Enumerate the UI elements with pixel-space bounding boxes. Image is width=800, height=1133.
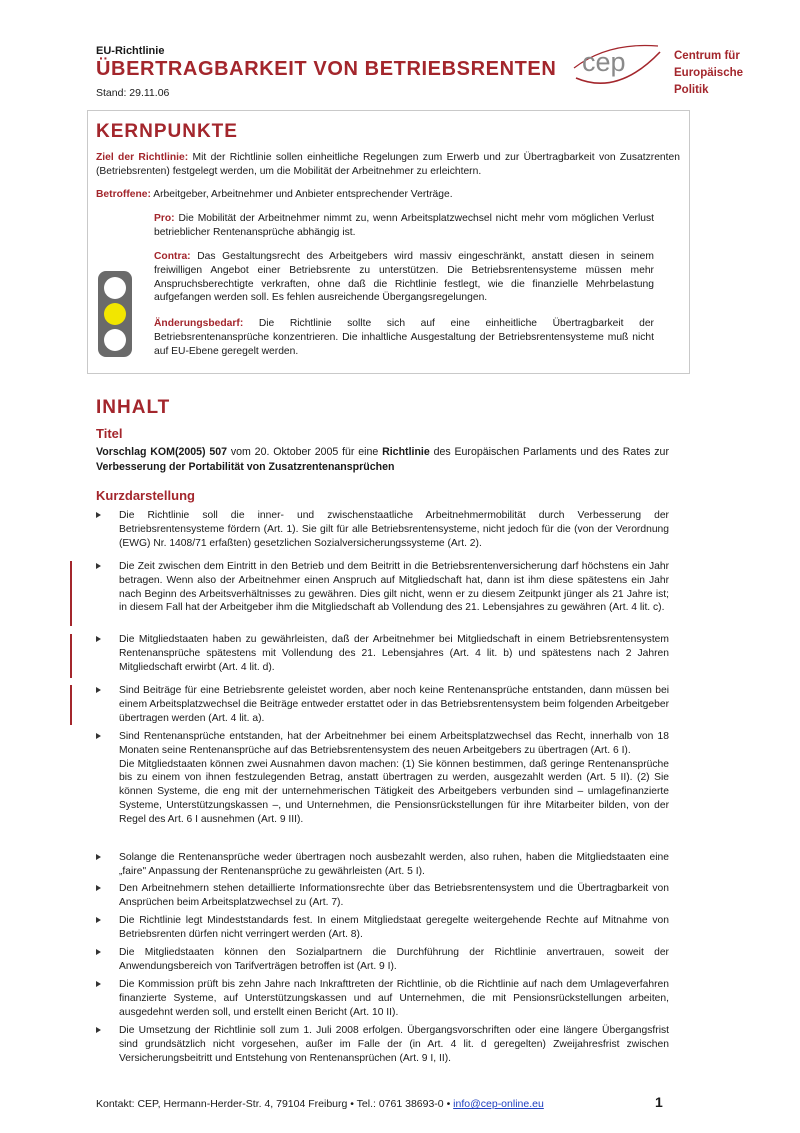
betroffene-paragraph <box>96 188 680 202</box>
logo-text: cep <box>582 47 626 77</box>
list-item <box>96 946 669 974</box>
pro-label: Pro: <box>154 213 175 224</box>
contact-text: Kontakt: CEP, Hermann-Herder-Str. 4, 79104 Freiburg • Tel.: 0761 38693-0 • <box>96 1098 454 1110</box>
ziel-label: Ziel der Richtlinie: <box>96 152 189 163</box>
list-item-continuation: Die Mitgliedstaaten können zwei Ausnahmen davon machen: (1) Sie können bestimmen, daß geringe Rentenansprüche bis zu einem von ihnen festzulegenden Betrag, anstatt übertragen zu werden, ausgezahlt werden (Art. 5 II). (2) Sie können Systeme, die eng mit der unternehmerischen Tätigkeit des Arbeitgebers verbunden sind – umlagefinanzierte Systeme, Unterstützungskassen –, und Unternehmen, die Pensionsrückstellungen für ihre Mitarbeiter bilden, von der Regel des Art. 6 I ausnehmen (Art. 9 III). <box>119 758 669 825</box>
list-item <box>96 1024 669 1065</box>
titel-part: Richtlinie <box>382 446 430 458</box>
pro-paragraph <box>154 212 654 240</box>
list-item <box>96 851 669 879</box>
titel-part: Vorschlag KOM(2005) 507 <box>96 446 228 458</box>
aenderung-label: Änderungsbedarf: <box>154 318 244 329</box>
bullet-arrow-icon <box>96 949 101 955</box>
doc-title: ÜBERTRAGBARKEIT VON BETRIEBSRENTEN <box>96 58 557 80</box>
lamp-top <box>104 277 126 299</box>
list-item <box>96 914 669 942</box>
lamp-middle <box>104 303 126 325</box>
kurzdarstellung-heading: Kurzdarstellung <box>96 488 195 503</box>
bullet-arrow-icon <box>96 917 101 923</box>
contra-paragraph <box>154 250 654 305</box>
betroffene-label: Betroffene: <box>96 189 151 200</box>
titel-part: Verbesserung der Portabilität von Zusatzrentenansprüchen <box>96 460 395 473</box>
ziel-paragraph <box>96 151 680 179</box>
list-item <box>96 509 669 550</box>
titel-text <box>96 445 669 474</box>
list-item-text: Den Arbeitnehmern stehen detaillierte Informationsrechte über das Betriebsrentensystem und die Übertragbarkeit von Ansprüchen beim Arbeitsplatzwechsel zu (Art. 7). <box>119 883 669 908</box>
titel-part: des Europäischen Parlaments und des Rates zur <box>429 446 669 458</box>
change-bar <box>70 561 72 626</box>
aenderung-paragraph <box>154 317 654 358</box>
list-item <box>96 730 669 827</box>
page-number: 1 <box>655 1094 663 1110</box>
list-item <box>96 684 669 725</box>
list-item <box>96 882 669 910</box>
bullet-arrow-icon <box>96 1027 101 1033</box>
lamp-bottom <box>104 329 126 351</box>
ziel-text: Mit der Richtlinie sollen einheitliche Regelungen zum Erwerb und zur Übertragbarkeit von Zusatzrenten (Betriebsrenten) festgelegt werden, um die Mobilität der Arbeitnehmer zu erleichtern. <box>96 152 680 177</box>
kernpunkte-box <box>87 110 690 374</box>
contra-label: Contra: <box>154 251 191 262</box>
email-link[interactable]: info@cep-online.eu <box>453 1098 544 1110</box>
kernpunkte-heading: KERNPUNKTE <box>96 121 238 142</box>
org-line: Europäische <box>674 67 744 79</box>
titel-heading: Titel <box>96 426 123 441</box>
list-item-text: Die Umsetzung der Richtlinie soll zum 1. Juli 2008 erfolgen. Übergangsvorschriften oder eine längere Übergangsfrist sind grundsätzlich nicht vorgesehen, außer im Falle der (in Art. 4 lit. d geregelten) Zweijahresfrist zwischen Versicherungsbeitritt und Entstehung von Rentenansprüchen (Art. 9 I, II). <box>119 1025 669 1064</box>
org-line: Centrum für <box>674 50 740 62</box>
list-item-text: Die Kommission prüft bis zehn Jahre nach Inkrafttreten der Richtlinie, ob die Richtlinie auf nach dem Umlageverfahren finanzierte Systeme, auf Unterstützungskassen und auf Unternehmen, die mit Pensionsrückstellungen arbeiten, ausgedehnt werden soll, und erstellt einen Bericht (Art. 10 II). <box>119 979 669 1018</box>
titel-part: vom 20. Oktober 2005 für eine <box>227 446 383 458</box>
traffic-light-icon <box>98 271 132 357</box>
list-item <box>96 560 669 615</box>
doc-date: Stand: 29.11.06 <box>96 87 170 99</box>
bullet-arrow-icon <box>96 636 101 642</box>
list-item-text: Die Richtlinie soll die inner- und zwischenstaatliche Arbeitnehmermobilität durch Verbesserung der Betriebsrentensysteme fördern (Art. 1). Sie gilt für alle Betriebsrentensysteme, nicht jedoch für die (von der Verordnung (EWG) Nr. 1408/71 erfaßten) gesetzlichen Sozialversicherungssysteme (Art. 2). <box>119 510 669 549</box>
change-bar <box>70 634 72 678</box>
contra-text: Das Gestaltungsrecht des Arbeitgebers wird massiv eingeschränkt, anstatt diesen in seinem freiwilligen Angebot einer Betriebsrente zu unterstützen. Die Betriebsrentensysteme müssen mehr Anspruchsberechtigte verkraften, ohne daß die Richtlinie festlegt, wie die finanzielle Mehrbelastung aufgefangen werden soll. Es fehlen ausreichende Übergangsregelungen. <box>154 251 654 304</box>
bullet-arrow-icon <box>96 981 101 987</box>
inhalt-heading: INHALT <box>96 397 171 418</box>
change-bar <box>70 685 72 725</box>
bullet-arrow-icon <box>96 733 101 739</box>
footer-contact <box>96 1098 544 1110</box>
doc-category: EU-Richtlinie <box>96 45 165 57</box>
bullet-arrow-icon <box>96 885 101 891</box>
cep-logo <box>568 38 664 90</box>
list-item-text: Die Mitgliedstaaten können den Sozialpartnern die Durchführung der Richtlinie anvertrauen, soweit der Anwendungsbereich von Tarifverträgen betroffen ist (Art. 9 I). <box>119 947 669 972</box>
bullet-arrow-icon <box>96 687 101 693</box>
list-item-text: Die Zeit zwischen dem Eintritt in den Betrieb und dem Beitritt in die Betriebsrentenversicherung darf höchstens ein Jahr betragen. Wenn also der Arbeitnehmer einen Anspruch auf Mitgliedschaft hat, dann ist ihm diese spätestens ein Jahr nach Beginn des Arbeitsverhältnisses zu gewähren. Dies gilt nicht, wenn er zu diesem Zeitpunkt jünger als 21 Jahre ist; in diesem Fall hat der Arbeitgeber ihm die Mitgliedschaft ab Vollendung des 21. Lebensjahres zu gewähren (Art. 4 lit. c). <box>119 561 669 614</box>
list-item-text: Die Mitgliedstaaten haben zu gewährleisten, daß der Arbeitnehmer bei Mitgliedschaft in einem Betriebsrentensystem Rentenansprüche spätestens mit Vollendung des 21. Lebensjahres (Art. 4 lit. b) und spätestens nach 2 Jahren Mitgliedschaft erwirbt (Art. 4 lit. d). <box>119 634 669 673</box>
list-item-text: Die Richtlinie legt Mindeststandards fest. In einem Mitgliedstaat geregelte weitergehende Rechte auf Mitnahme von Betriebsrenten dürfen nicht verringert werden (Art. 8). <box>119 915 669 940</box>
list-item <box>96 978 669 1019</box>
list-item-text: Sind Beiträge für eine Betriebsrente geleistet worden, aber noch keine Rentenansprüche entstanden, dann müssen bei einem Arbeitsplatzwechsel die Beiträge entweder erstattet oder in das Betriebsrentensystem beim folgenden Arbeitgeber übertragen werden (Art. 4 lit. a). <box>119 685 669 724</box>
list-item-text: Sind Rentenansprüche entstanden, hat der Arbeitnehmer bei einem Arbeitsplatzwechsel das Recht, innerhalb von 18 Monaten seine Rentenansprüche auf das Betriebsrentensystem des neuen Arbeitgebers zu übertragen (Art. 6 I). <box>119 731 669 756</box>
list-item-text: Solange die Rentenansprüche weder übertragen noch ausbezahlt werden, also ruhen, haben die Mitgliedstaaten eine „faire" Anpassung der Rentenansprüche zu gewährleisten (Art. 5 I). <box>119 852 669 877</box>
org-name <box>674 48 743 99</box>
bullet-arrow-icon <box>96 854 101 860</box>
bullet-arrow-icon <box>96 512 101 518</box>
bullet-arrow-icon <box>96 563 101 569</box>
org-line: Politik <box>674 84 709 96</box>
betroffene-text: Arbeitgeber, Arbeitnehmer und Anbieter entsprechender Verträge. <box>153 189 453 200</box>
aenderung-text: Die Richtlinie sollte sich auf eine einheitliche Übertragbarkeit der Betriebsrentenansprüche konzentrieren. Die inhaltliche Ausgestaltung der Betriebsrentensysteme muß nicht auf EU-Ebene geregelt werden. <box>154 318 654 357</box>
list-item <box>96 633 669 674</box>
pro-text: Die Mobilität der Arbeitnehmer nimmt zu, wenn Arbeitsplatzwechsel nicht mehr vom möglichen Verlust betrieblicher Rentenansprüche abhängig ist. <box>154 213 654 238</box>
